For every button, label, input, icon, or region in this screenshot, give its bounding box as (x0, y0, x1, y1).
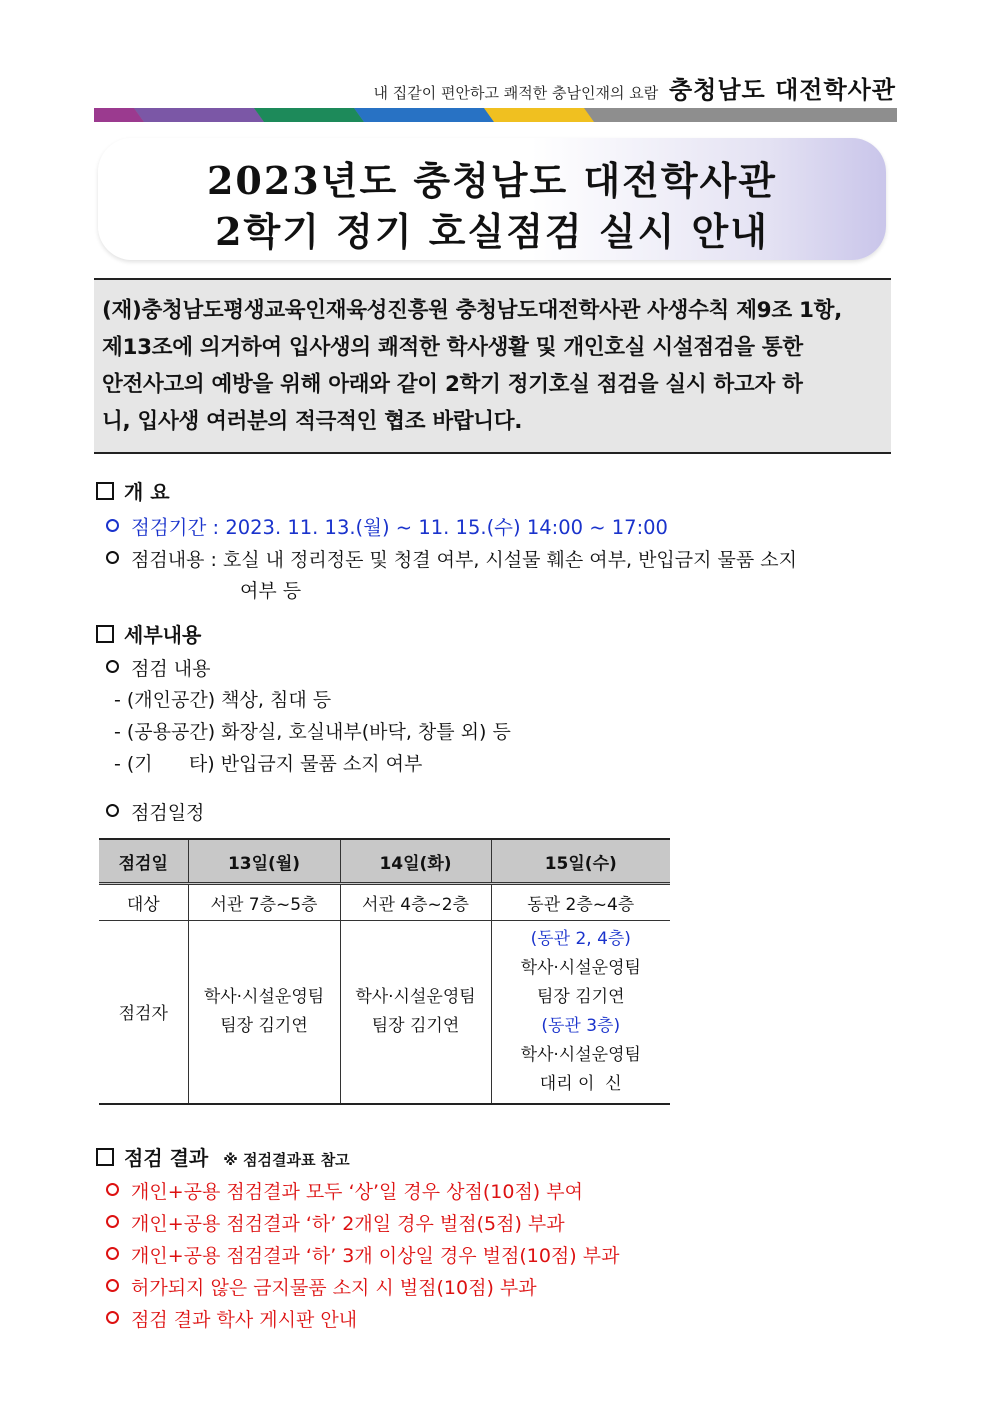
overview-content-cont: 여부 등 (240, 580, 302, 602)
result-item (106, 1177, 583, 1204)
org-name: 충청남도 대전학사관 (668, 76, 896, 104)
sub-title: 점검일정 (131, 802, 205, 824)
checkbox-bullet-icon (96, 625, 114, 643)
header-slogan (374, 70, 896, 105)
result-item (106, 1305, 357, 1332)
circle-bullet-icon (106, 660, 119, 673)
header-cell: 14일(화) (340, 839, 491, 884)
cell-line: 팀장 김기연 (220, 1015, 308, 1036)
slogan-text: 내 집같이 편안하고 쾌적한 충남인재의 요람 (373, 84, 659, 102)
header-cell: 15일(수) (491, 839, 670, 884)
table-cell (491, 921, 670, 1104)
detail-item: - (기 타) 반입금지 물품 소지 여부 (114, 753, 423, 775)
result-text: 점검 결과 학사 게시판 안내 (131, 1309, 358, 1331)
sub-title: 점검 내용 (131, 658, 211, 680)
period-text: 점검기간 : 2023. 11. 13.(월) ~ 11. 15.(수) 14:00 ~ 17:00 (131, 516, 668, 539)
header-cell: 13일(월) (188, 839, 340, 884)
title-line-2: 2학기 정기 호실점검 실시 안내 (215, 209, 769, 254)
intro-line: (재)충청남도평생교육인재육성진흥원 충청남도대전학사관 사생수칙 제9조 1항, (102, 298, 842, 323)
header-cell: 점검일 (99, 839, 188, 884)
circle-bullet-icon (106, 519, 119, 532)
content-label: 점검내용 : (131, 549, 217, 571)
table-cell (188, 921, 340, 1104)
cell-line: 학사·시설운영팀 (520, 957, 641, 978)
circle-bullet-icon (106, 1311, 119, 1324)
table-cell: 서관 4층~2층 (340, 884, 491, 921)
result-item (106, 1273, 537, 1300)
overview-content (106, 545, 898, 572)
details-sub-content (106, 654, 210, 681)
section-details-heading (96, 619, 201, 648)
circle-bullet-icon (106, 1279, 119, 1292)
section-overview-heading (96, 476, 170, 505)
table-cell (340, 921, 491, 1104)
intro-line: 제13조에 의거하여 입사생의 쾌적한 학사생활 및 개인호실 시설점검을 통한 (102, 335, 803, 360)
schedule-table (99, 838, 670, 1105)
section-results-heading (96, 1142, 350, 1171)
table-row (99, 884, 670, 921)
cell-line: 학사·시설운영팀 (355, 986, 476, 1007)
result-text: 개인+공용 점검결과 ‘하’ 2개일 경우 벌점(5점) 부과 (131, 1213, 565, 1235)
table-cell: 동관 2층~4층 (491, 884, 670, 921)
intro-line: 안전사고의 예방을 위해 아래와 같이 2학기 정기호실 점검을 실시 하고자 하 (102, 372, 803, 397)
table-header-row (99, 839, 670, 884)
section-title: 개 요 (124, 480, 170, 504)
intro-line: 니, 입사생 여러분의 적극적인 협조 바랍니다. (102, 409, 523, 434)
detail-item: - (공용공간) 화장실, 호실내부(바닥, 창틀 외) 등 (114, 721, 511, 743)
circle-bullet-icon (106, 804, 119, 817)
detail-item: - (개인공간) 책상, 침대 등 (114, 689, 332, 711)
checkbox-bullet-icon (96, 482, 114, 500)
cell-line: 학사·시설운영팀 (520, 1044, 641, 1065)
circle-bullet-icon (106, 1183, 119, 1196)
decorative-stripe (94, 108, 897, 122)
cell-group-label: (동관 2, 4층) (530, 928, 631, 949)
cell-line: 팀장 김기연 (536, 986, 625, 1007)
circle-bullet-icon (106, 551, 119, 564)
row-label: 점검자 (99, 921, 188, 1104)
checkbox-bullet-icon (96, 1148, 114, 1166)
details-sub-schedule (106, 798, 204, 825)
section-title: 세부내용 (124, 623, 202, 647)
section-title: 점검 결과 (124, 1146, 209, 1170)
cell-line: 대리 이 신 (539, 1073, 622, 1094)
result-item (106, 1241, 619, 1268)
result-text: 허가되지 않은 금지물품 소지 시 벌점(10점) 부과 (131, 1277, 537, 1299)
cell-group-label: (동관 3층) (541, 1015, 621, 1036)
table-row (99, 921, 670, 1104)
overview-period (106, 512, 668, 540)
cell-line: 팀장 김기연 (371, 1015, 460, 1036)
results-note: ※ 점검결과표 참고 (223, 1151, 350, 1169)
result-text: 개인+공용 점검결과 ‘하’ 3개 이상일 경우 벌점(10점) 부과 (131, 1245, 620, 1267)
row-label: 대상 (99, 884, 188, 921)
cell-line: 학사·시설운영팀 (203, 986, 325, 1007)
result-item (106, 1209, 565, 1236)
result-text: 개인+공용 점검결과 모두 ‘상’일 경우 상점(10점) 부여 (131, 1181, 583, 1203)
table-cell: 서관 7층~5층 (188, 884, 340, 921)
intro-box (94, 278, 891, 454)
circle-bullet-icon (106, 1215, 119, 1228)
content-text: 호실 내 정리정돈 및 청결 여부, 시설물 훼손 여부, 반입금지 물품 소지 (222, 549, 797, 571)
title-line-1: 2023년도 충청남도 대전학사관 (206, 158, 777, 203)
circle-bullet-icon (106, 1247, 119, 1260)
title-box (98, 138, 886, 260)
